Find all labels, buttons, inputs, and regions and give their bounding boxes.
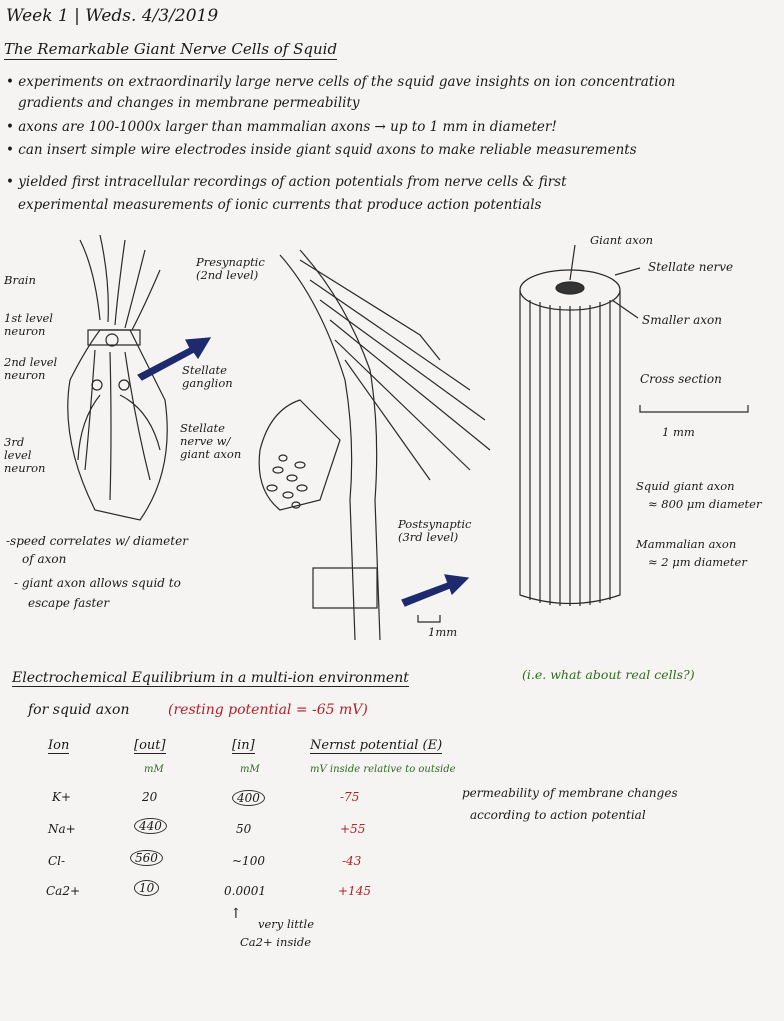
section-aside: (i.e. what about real cells?): [522, 667, 695, 682]
na-in: 50: [236, 822, 252, 836]
label-mammalian-axon: Mammalian axon: [636, 537, 737, 551]
label-smaller-axon: Smaller axon: [642, 313, 722, 327]
label-cross-scale: 1 mm: [662, 425, 695, 439]
label-stellate-nerve: Stellate nerve: [648, 260, 734, 274]
bullet-4-cont: experimental measurements of ionic currents that produce action potentials: [18, 197, 542, 213]
cl-nernst: -43: [342, 854, 362, 868]
side-note-action-potential: according to action potential: [470, 808, 646, 822]
ion-cl: Cl-: [48, 854, 66, 868]
ca-nernst: +145: [338, 884, 371, 898]
label-stellate-nerve-giant-axon: Stellate nerve w/ giant axon: [180, 421, 242, 461]
label-scale-1mm: 1mm: [428, 625, 458, 639]
bullet-1-cont: gradients and changes in membrane permeability: [18, 95, 360, 111]
up-arrow-icon: ↑: [230, 906, 242, 922]
note-speed-1: -speed correlates w/ diameter: [6, 534, 188, 548]
label-squid-giant-axon: Squid giant axon: [636, 479, 735, 493]
ion-ca: Ca2+: [46, 884, 81, 898]
ca-in: 0.0001: [224, 884, 266, 898]
k-out: 20: [142, 790, 158, 804]
note-speed-2: of axon: [22, 552, 67, 566]
label-first-level-neuron: 1st level neuron: [4, 311, 53, 338]
ion-k: K+: [52, 790, 72, 804]
na-out: 440: [134, 818, 167, 834]
label-third-level-neuron: 3rd level neuron: [4, 435, 46, 475]
label-mammal-diameter: ≈ 2 μm diameter: [648, 555, 747, 569]
unit-in: mM: [240, 764, 260, 775]
label-giant-axon: Giant axon: [590, 233, 654, 247]
label-stellate-ganglion: Stellate ganglion: [182, 363, 233, 390]
bullet-4: • yielded first intracellular recordings of action potentials from nerve cells & first: [6, 174, 567, 190]
cl-out: 560: [130, 850, 163, 866]
side-note-permeability: permeability of membrane changes: [462, 786, 678, 800]
bullet-2: • axons are 100-1000x larger than mammalian axons → up to 1 mm in diameter!: [6, 119, 557, 135]
section-title-giant-nerve: The Remarkable Giant Nerve Cells of Squid: [4, 40, 338, 58]
note-escape-2: escape faster: [28, 596, 110, 610]
unit-nernst: mV inside relative to outside: [310, 764, 456, 775]
section-title-electrochemical: Electrochemical Equilibrium in a multi-ion environment: [12, 670, 409, 686]
col-header-nernst: Nernst potential (E): [310, 738, 443, 753]
k-nernst: -75: [340, 790, 360, 804]
bullet-3: • can insert simple wire electrodes inside giant squid axons to make reliable measurements: [6, 142, 637, 158]
label-presynaptic: Presynaptic (2nd level): [196, 255, 265, 282]
col-header-in: [in]: [232, 738, 255, 753]
navy-arrow-icon: [402, 575, 468, 606]
bullet-1: • experiments on extraordinarily large nerve cells of the squid gave insights on ion concentration: [6, 74, 676, 90]
unit-out: mM: [144, 764, 164, 775]
col-header-out: [out]: [134, 738, 166, 753]
ca-note-line2: Ca2+ inside: [240, 935, 312, 949]
label-second-level-neuron: 2nd level neuron: [4, 355, 58, 382]
label-cross-section: Cross section: [640, 372, 722, 386]
label-postsynaptic: Postsynaptic (3rd level): [398, 517, 472, 544]
squid-mantle-outline: [68, 330, 167, 520]
na-nernst: +55: [340, 822, 366, 836]
ca-out: 10: [134, 880, 159, 896]
col-header-ion: Ion: [48, 738, 70, 753]
cl-in: ~100: [232, 854, 265, 868]
note-escape-1: - giant axon allows squid to: [14, 576, 181, 590]
subheading-squid-axon: for squid axon: [28, 702, 130, 718]
label-squid-diameter: ≈ 800 μm diameter: [648, 497, 762, 511]
ion-na: Na+: [48, 822, 76, 836]
page-header-date: Week 1 | Weds. 4/3/2019: [6, 6, 219, 26]
k-in: 400: [232, 790, 265, 806]
label-brain: Brain: [4, 273, 36, 287]
resting-potential: (resting potential = -65 mV): [168, 702, 368, 718]
ca-note-line1: very little: [258, 917, 315, 931]
